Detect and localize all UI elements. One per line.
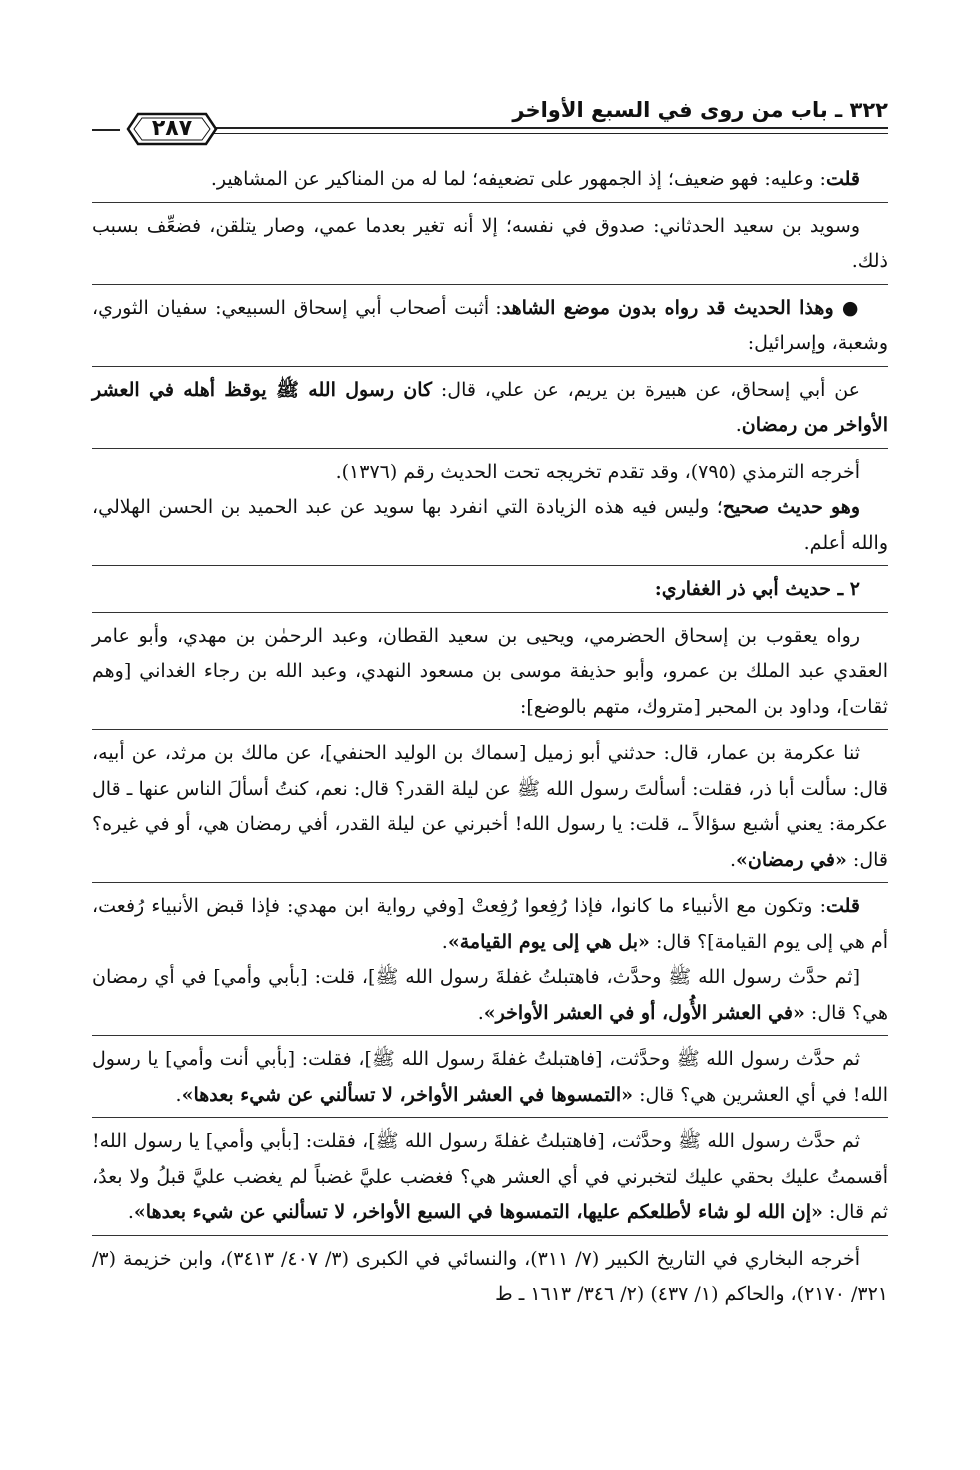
paragraph bbox=[92, 1124, 888, 1231]
text: وسويد بن سعيد الحدثاني: صدوق في نفسه؛ إلا أنه تغير بعدما عمي، وصار يتلقن، فضعِّف بسبب ذلك. bbox=[92, 214, 888, 272]
bold-text: ٢ ـ حديث أبي ذر الغفاري: bbox=[654, 578, 860, 600]
paragraph-rule bbox=[92, 284, 888, 285]
text: : وتكون مع الأنبياء ما كانوا، فإذا رُفِعوا رُفِعتْ [وفي رواية ابن مهدي: فإذا قبض الأنبياء رُفعت، أم هي إلى يوم القيامة]؟ قال: bbox=[92, 895, 888, 953]
paragraph-rule bbox=[92, 202, 888, 203]
paragraph-rule bbox=[92, 882, 888, 883]
bold-text: «بل هي إلى يوم القيامة» bbox=[447, 930, 650, 953]
bold-text: ● وهذا الحديث قد رواه بدون موضع الشاهد bbox=[501, 296, 860, 319]
paragraph bbox=[92, 889, 888, 960]
paragraph-rule bbox=[92, 565, 888, 566]
paragraph bbox=[92, 1042, 888, 1113]
bold-text: قلت bbox=[825, 168, 860, 190]
bold-text: «في العشر الأُول، أو في العشر الأواخر» bbox=[483, 1001, 805, 1024]
text: . bbox=[735, 414, 742, 436]
bold-text: «إن الله لو شاء لأطلعكم عليها، التمسوها في السبع الأواخر، لا تسألني عن شيء بعدها» bbox=[133, 1201, 823, 1223]
chapter-title: ٣٢٢ ـ باب من روى في السبع الأواخر bbox=[512, 98, 888, 122]
page-body bbox=[92, 162, 888, 1313]
paragraph-rule bbox=[92, 612, 888, 613]
header-dash bbox=[92, 129, 120, 131]
paragraph-rule bbox=[92, 366, 888, 367]
paragraph bbox=[92, 1242, 888, 1313]
text: عن أبي إسحاق، عن هبيرة بن يريم، عن علي، قال: bbox=[432, 378, 860, 401]
text: : أثبت أصحاب أبي إسحاق السبيعي: سفيان الثوري، وشعبة، وإسرائيل: bbox=[92, 296, 888, 354]
text: : وعليه: فهو ضعيف؛ إذ الجمهور على تضعيفه؛ لما له من المناكير عن المشاهير. bbox=[210, 168, 826, 190]
paragraph-rule bbox=[92, 448, 888, 449]
text: . bbox=[175, 1083, 182, 1106]
paragraph bbox=[92, 373, 888, 444]
paragraph-rule bbox=[92, 1035, 888, 1036]
paragraph bbox=[92, 490, 888, 561]
bold-text: «في رمضان» bbox=[736, 848, 847, 871]
bold-text: قلت bbox=[825, 895, 860, 917]
paragraph bbox=[92, 162, 888, 198]
paragraph bbox=[92, 572, 888, 608]
paragraph bbox=[92, 619, 888, 726]
text: . bbox=[127, 1201, 134, 1223]
paragraph-rule bbox=[92, 1117, 888, 1118]
text: [ثم حدَّث رسول الله ﷺ وحدَّث، فاهتبلتُ غفلةَ رسول الله ﷺ]، قلت: [بأبي وأمي] في أي رمضان هي؟ قال: bbox=[92, 966, 888, 1024]
paragraph-rule bbox=[92, 1235, 888, 1236]
text: . bbox=[441, 930, 448, 953]
page-number: ٢٨٧ bbox=[151, 116, 193, 141]
text: ؛ وليس فيه هذه الزيادة التي انفرد بها سويد عن عبد الحميد بن الحسن الهلالي، والله أعلم. bbox=[92, 496, 888, 554]
header-rule-thin bbox=[204, 133, 888, 134]
text: . bbox=[729, 848, 737, 871]
paragraph bbox=[92, 960, 888, 1031]
running-header bbox=[92, 96, 888, 148]
bold-text: «التمسوها في العشر الأواخر، لا تسألني عن شيء بعدها» bbox=[181, 1083, 634, 1106]
text: أخرجه الترمذي (٧٩٥)، وقد تقدم تخريجه تحت الحديث رقم (١٣٧٦). bbox=[335, 460, 860, 483]
text: رواه يعقوب بن إسحاق الحضرمي، ويحيى بن سعيد القطان، وعبد الرحمٰن بن مهدي، وأبو عامر العقدي عبد الملك بن عمرو، وأبو حذيفة موسى بن مسعود النهدي، وعبد الله بن رجاء الغداني [وهم ثقات]، وداود بن المحبر [متروك، متهم بالوضع]: bbox=[92, 624, 888, 718]
paragraph bbox=[92, 209, 888, 280]
bold-text: كان رسول الله ﷺ يوقظ أهله في العشر الأواخر من رمضان bbox=[92, 378, 888, 436]
paragraph bbox=[92, 455, 888, 491]
paragraph bbox=[92, 736, 888, 878]
paragraph-rule bbox=[92, 729, 888, 730]
paragraph bbox=[92, 291, 888, 362]
text: أخرجه البخاري في التاريخ الكبير (٧/ ٣١١)، والنسائي في الكبرى (٣/ ٤٠٧/ ٣٤١٣)، وابن خزيمة (٣/ ٣٢١/ ٢١٧٠)، والحاكم (١/ ٤٣٧) (٢/ ٣٤٦/ ١٦١٣ ـ ط bbox=[92, 1247, 888, 1305]
text: ثنا عكرمة بن عمار، قال: حدثني أبو زميل [سماك بن الوليد الحنفي]، عن مالك بن مرثد، عن أبيه، قال: سألت أبا ذر، فقلت: أسألتَ رسول الله ﷺ عن ليلة القدر؟ قال: نعم، كنتُ أسألَ الناس عنها ـ قال عكرمة: يعني أشبع سؤالاً ـ، قلت: يا رسول الله! أخبرني عن ليلة القدر، أفي رمضان هي، أو في غيره؟ قال: bbox=[92, 742, 888, 871]
text: . bbox=[477, 1001, 484, 1024]
bold-text: وهو حديث صحيح bbox=[722, 496, 860, 518]
text: ثم حدَّث رسول الله ﷺ وحدَّثت، [فاهتبلتُ غفلةَ رسول الله ﷺ]، فقلت: [بأبي أنت وأمي] يا رسول الله! في أي العشرين هي؟ قال: bbox=[92, 1048, 888, 1106]
page-number-badge bbox=[124, 110, 220, 148]
header-rule bbox=[204, 127, 888, 129]
text: ثم حدَّث رسول الله ﷺ وحدَّثت، [فاهتبلتُ غفلةَ رسول الله ﷺ]، فقلت: [بأبي وأمي] يا رسول الله! أقسمتُ عليك بحقي عليك لتخبرني في أي العشر هي؟ فغضب عليَّ غضباً لم يغضب عليَّ قبلُ ولا بعدُ، ثم قال: bbox=[92, 1130, 888, 1223]
